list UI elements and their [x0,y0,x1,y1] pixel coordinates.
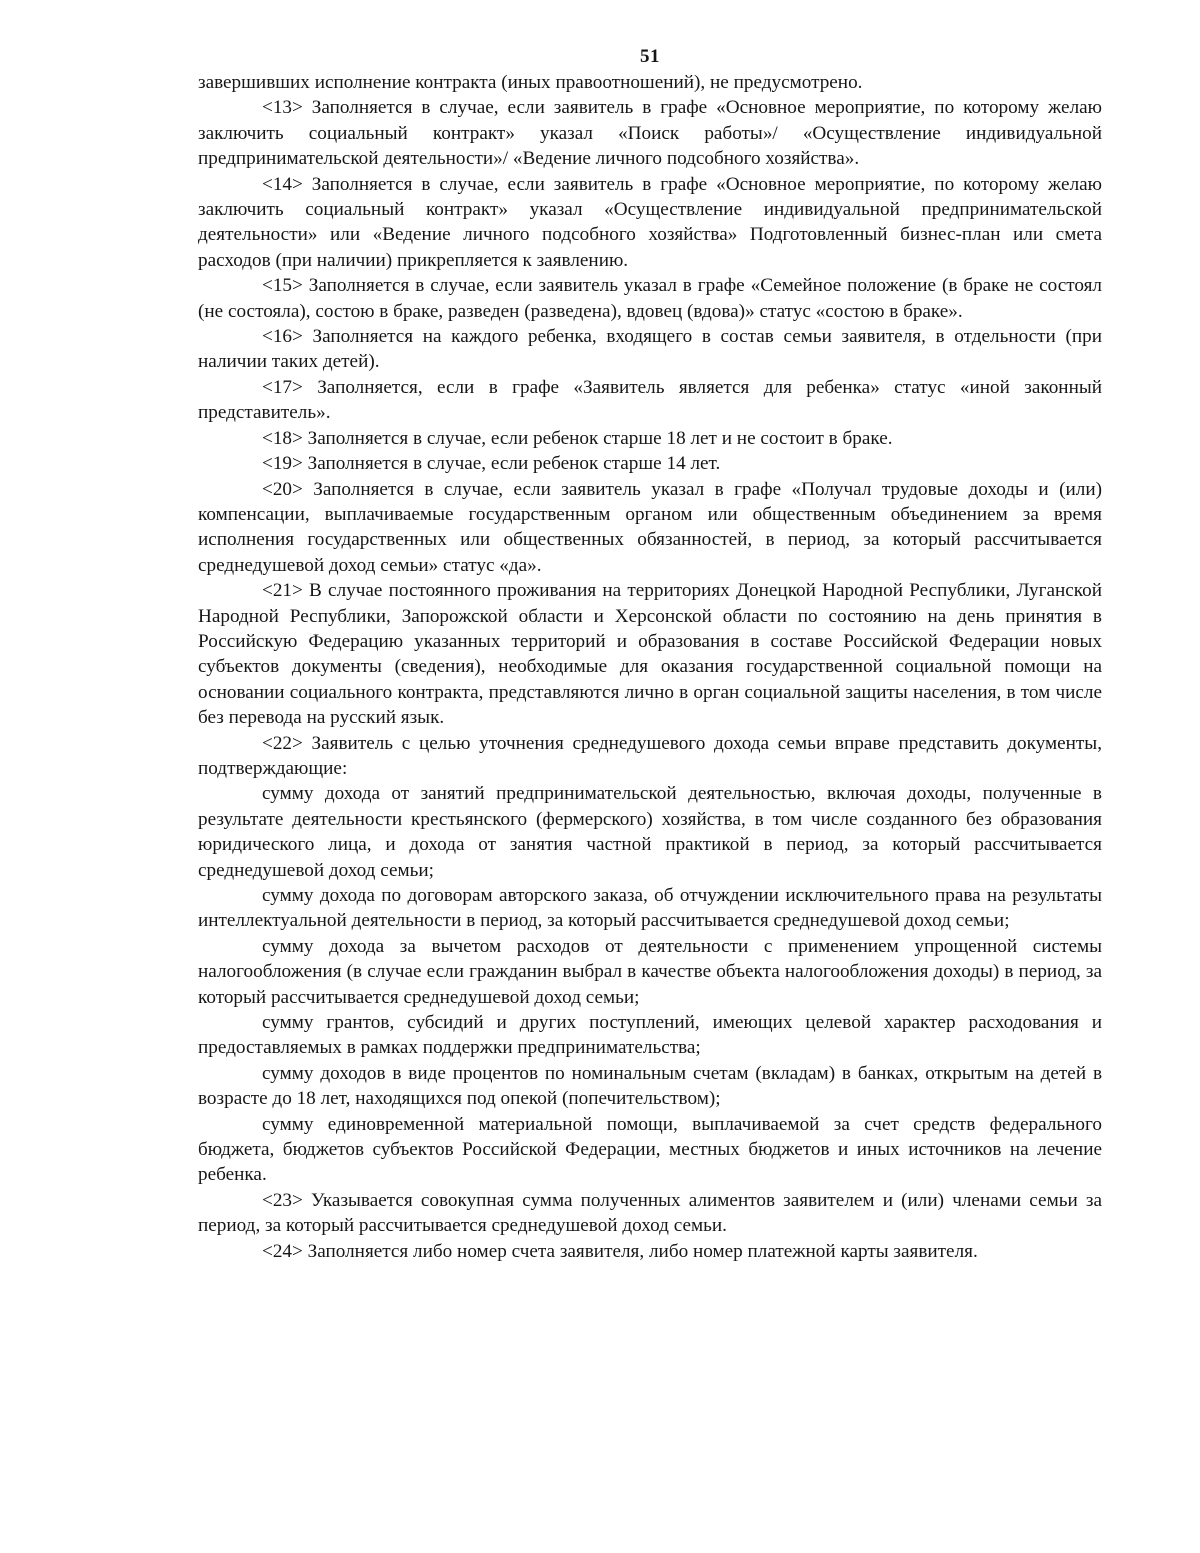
footnote-19: <19> Заполняется в случае, если ребенок старше 14 лет. [262,453,721,475]
document-page [198,44,1102,1264]
footnote-18: <18> Заполняется в случае, если ребенок старше 18 лет и не состоит в браке. [262,427,893,449]
footnote-16: <16> Заполняется на каждого ребенка, входящего в состав семьи заявителя, в отдельности (при наличии таких детей). [198,326,1102,373]
footnote-22-item-grants: сумму грантов, субсидий и других поступлений, имеющих целевой характер расходования и предоставляемых в рамках поддержки предпринимательства; [198,1012,1102,1059]
footnote-22: <22> Заявитель с целью уточнения среднедушевого дохода семьи вправе представить документы, подтверждающие: [198,732,1102,779]
footnote-20: <20> Заполняется в случае, если заявитель указал в графе «Получал трудовые доходы и (или) компенсации, выплачиваемые государственным органом или общественным объединением за время исполнения государственных или общественных обязанностей, в период, за который рассчитывается среднедушевой доход семьи» статус «да». [198,478,1102,576]
footnote-17: <17> Заполняется, если в графе «Заявитель является для ребенка» статус «иной законный представитель». [198,376,1102,424]
footnote-14: <14> Заполняется в случае, если заявитель в графе «Основное мероприятие, по которому желаю заключить социальный контракт» указал «Осуществление индивидуальной предпринимательской деятельности» или «Ведение личного подсобного хозяйства» Подготовленный бизнес-план или смета расходов (при наличии) прикрепляется к заявлению. [198,173,1102,271]
footnote-22-item-deposit-interest: сумму доходов в виде процентов по номинальным счетам (вкладам) в банках, открытым на детей в возрасте до 18 лет, находящихся под опекой (попечительством); [198,1062,1102,1110]
footnote-22-item-author-contracts: сумму дохода по договорам авторского заказа, об отчуждении исключительного права на результаты интеллектуальной деятельности в период, за который рассчитывается среднедушевой доход семьи; [198,885,1102,932]
footnote-23: <23> Указывается совокупная сумма полученных алиментов заявителем и (или) членами семьи за период, за который рассчитывается среднедушевой доход семьи. [198,1189,1102,1237]
footnote-21: <21> В случае постоянного проживания на территориях Донецкой Народной Республики, Луганской Народной Республики, Запорожской области и Херсонской области по состоянию на день принятия в Российскую Федерацию указанных территорий и образования в составе Российской Федерации новых субъектов документы (сведения), необходимые для оказания государственной социальной помощи на основании социального контракта, представляются лично в орган социальной защиты населения, в том числе без перевода на русский язык. [198,580,1102,729]
footnote-22-item-material-aid: сумму единовременной материальной помощи, выплачиваемой за счет средств федерального бюджета, бюджетов субъектов Российской Федерации, местных бюджетов и иных источников на лечение ребенка. [198,1113,1102,1186]
footnote-22-item-simplified-tax: сумму дохода за вычетом расходов от деятельности с применением упрощенной системы налогообложения (в случае если гражданин выбрал в качестве объекта налогообложения доходы) в период, за который рассчитывается среднедушевой доход семьи; [198,935,1102,1008]
footnote-15: <15> Заполняется в случае, если заявитель указал в графе «Семейное положение (в браке не состоял (не состояла), состою в браке, разведен (разведена), вдовец (вдова)» статус «состою в браке». [198,275,1102,322]
page-number: 51 [640,46,660,67]
footnote-13: <13> Заполняется в случае, если заявитель в графе «Основное мероприятие, по которому желаю заключить социальный контракт» указал «Поиск работы»/ «Осуществление индивидуальной предпринимательской деятельности»/ «Ведение личного подсобного хозяйства». [198,97,1102,170]
paragraph-continuation: завершивших исполнение контракта (иных правоотношений), не предусмотрено. [198,72,863,93]
footnote-24: <24> Заполняется либо номер счета заявителя, либо номер платежной карты заявителя. [262,1240,978,1262]
footnote-22-item-business-income: сумму дохода от занятий предпринимательской деятельностью, включая доходы, полученные в результате деятельности крестьянского (фермерского) хозяйства, в том числе созданного без образования юридического лица, и дохода от занятия частной практикой в период, за который рассчитывается среднедушевой доход семьи; [198,783,1102,881]
